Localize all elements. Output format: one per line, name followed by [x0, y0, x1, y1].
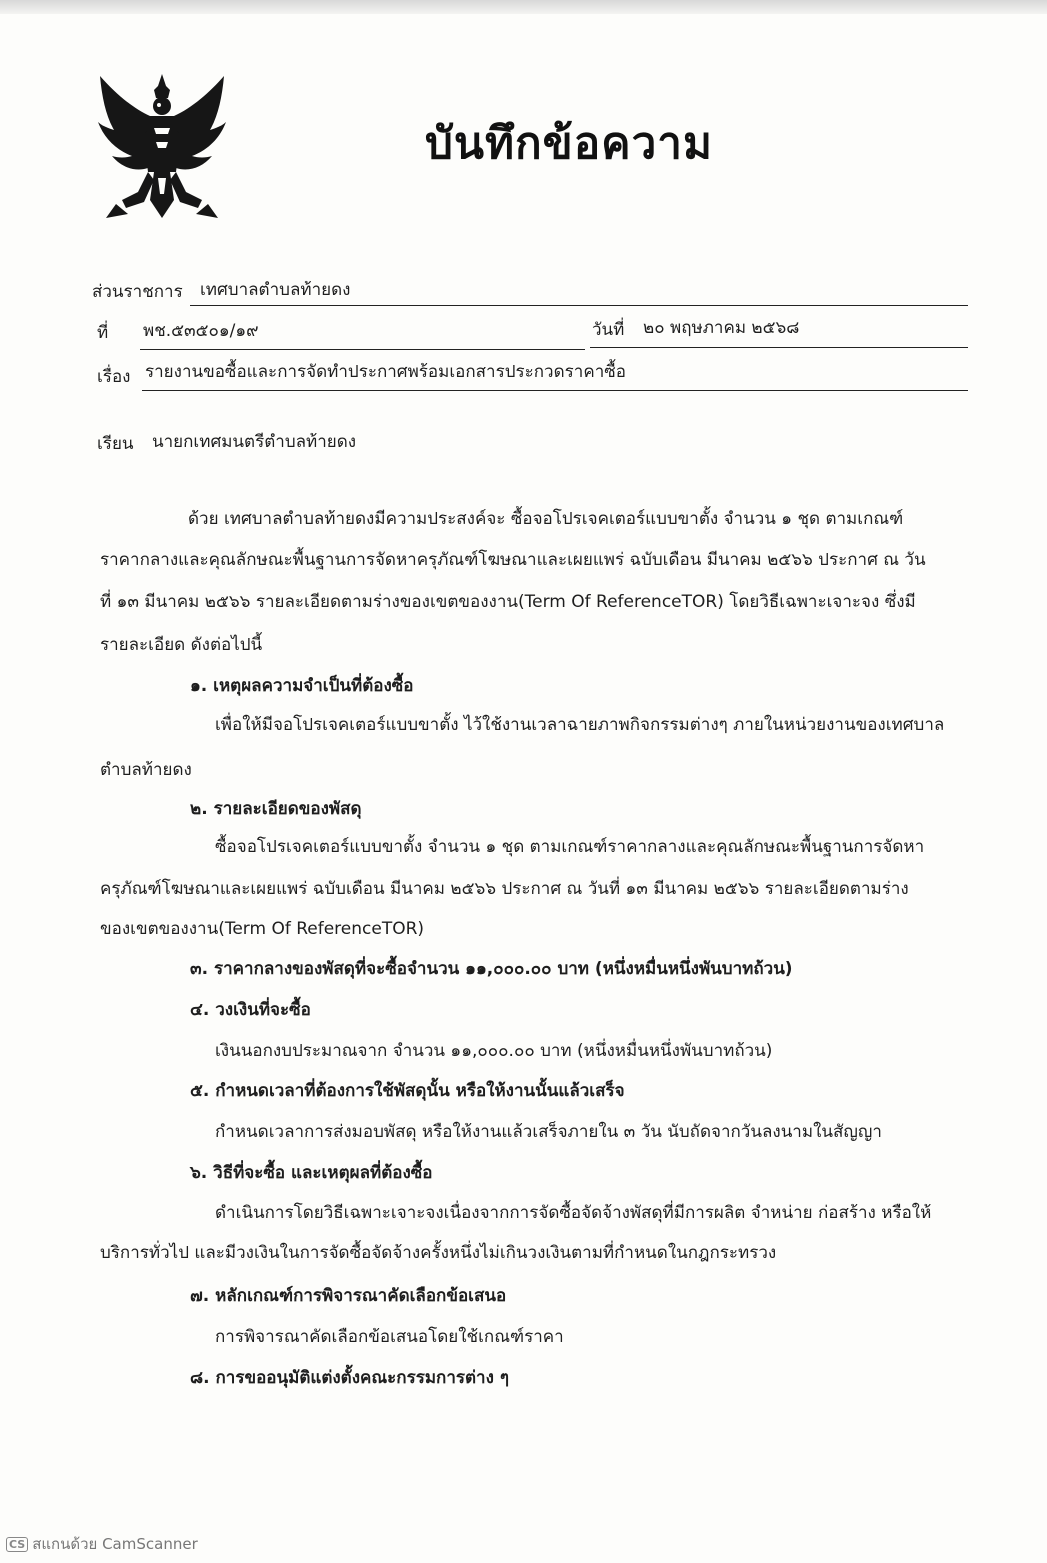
garuda-emblem-icon — [92, 68, 232, 224]
item-5-body-1: กำหนดเวลาการส่งมอบพัสดุ หรือให้งานแล้วเสร็จภายใน ๓ วัน นับถัดจากวันลงนามในสัญญา — [215, 1122, 882, 1142]
scan-top-edge — [0, 0, 1047, 14]
item-2-body-2: ครุภัณฑ์โฆษณาและเผยแพร่ ฉบับเดือน มีนาคม ๒๕๖๖ ประกาศ ณ วันที่ ๑๓ มีนาคม ๒๕๖๖ รายละเอียดตามร่าง — [100, 879, 909, 899]
item-8-heading: ๘. การขออนุมัติแต่งตั้งคณะกรรมการต่าง ๆ — [190, 1368, 509, 1388]
item-5-heading: ๕. กำหนดเวลาที่ต้องการใช้พัสดุนั้น หรือให้งานนั้นแล้วเสร็จ — [190, 1081, 625, 1101]
agency-underline — [190, 305, 968, 306]
subject-underline — [142, 390, 968, 391]
item-7-heading: ๗. หลักเกณฑ์การพิจารณาคัดเลือกข้อเสนอ — [190, 1286, 507, 1306]
item-4-heading: ๔. วงเงินที่จะซื้อ — [190, 1000, 311, 1020]
item-6-heading: ๖. วิธีที่จะซื้อ และเหตุผลที่ต้องซื้อ — [190, 1163, 433, 1183]
item-3-heading: ๓. ราคากลางของพัสดุที่จะซื้อจำนวน ๑๑,๐๐๐.๐๐ บาท (หนึ่งหมื่นหนึ่งพันบาทถ้วน) — [190, 959, 793, 979]
item-6-body-1: ดำเนินการโดยวิธีเฉพาะเจาะจงเนื่องจากการจัดซื้อจัดจ้างพัสดุที่มีการผลิต จำหน่าย ก่อสร้าง หรือให้ — [215, 1203, 932, 1223]
item-1-body-2: ตำบลท้ายดง — [100, 760, 192, 780]
item-2-body-3: ของเขตของงาน(Term Of ReferenceTOR) — [100, 919, 425, 939]
scanner-watermark-text: สแกนด้วย CamScanner — [32, 1535, 198, 1553]
intro-line-3: ที่ ๑๓ มีนาคม ๒๕๖๖ รายละเอียดตามร่างของเขตของงาน(Term Of ReferenceTOR) โดยวิธีเฉพาะเจาะจง ซึ่งมี — [100, 592, 916, 612]
to-label: เรียน — [97, 434, 134, 454]
item-1-body-1: เพื่อให้มีจอโปรเจคเตอร์แบบขาตั้ง ไว้ใช้งานเวลาฉายภาพกิจกรรมต่างๆ ภายในหน่วยงานของเทศบาล — [215, 715, 945, 735]
intro-line-1: ด้วย เทศบาลตำบลท้ายดงมีความประสงค์จะ ซื้อจอโปรเจคเตอร์แบบขาตั้ง จำนวน ๑ ชุด ตามเกณฑ์ — [188, 509, 904, 529]
item-1-heading: ๑. เหตุผลความจำเป็นที่ต้องซื้อ — [190, 676, 414, 696]
intro-line-4: รายละเอียด ดังต่อไปนี้ — [100, 635, 263, 655]
to-value: นายกเทศมนตรีตำบลท้ายดง — [152, 432, 357, 452]
subject-label: เรื่อง — [97, 367, 131, 387]
date-underline — [590, 347, 968, 348]
date-label: วันที่ — [592, 320, 625, 340]
agency-value: เทศบาลตำบลท้ายดง — [200, 280, 351, 300]
item-4-body-1: เงินนอกงบประมาณจาก จำนวน ๑๑,๐๐๐.๐๐ บาท (หนึ่งหมื่นหนึ่งพันบาทถ้วน) — [215, 1041, 773, 1061]
ref-underline — [140, 349, 585, 350]
item-2-heading: ๒. รายละเอียดของพัสดุ — [190, 799, 362, 819]
scanner-watermark — [6, 1532, 198, 1556]
subject-value: รายงานขอซื้อและการจัดทำประกาศพร้อมเอกสารประกวดราคาซื้อ — [145, 362, 626, 382]
date-value: ๒๐ พฤษภาคม ๒๕๖๘ — [643, 318, 800, 338]
camscanner-logo-icon: CS — [6, 1537, 28, 1552]
ref-label: ที่ — [97, 323, 109, 343]
item-6-body-2: บริการทั่วไป และมีวงเงินในการจัดซื้อจัดจ้างครั้งหนึ่งไม่เกินวงเงินตามที่กำหนดในกฎกระทรวง — [100, 1243, 777, 1263]
ref-value: พช.๕๓๕๐๑/๑๙ — [143, 321, 259, 341]
intro-line-2: ราคากลางและคุณลักษณะพื้นฐานการจัดหาครุภัณฑ์โฆษณาและเผยแพร่ ฉบับเดือน มีนาคม ๒๕๖๖ ประกาศ ณ วัน — [100, 550, 926, 570]
agency-label: ส่วนราชการ — [92, 282, 183, 302]
item-2-body-1: ซื้อจอโปรเจคเตอร์แบบขาตั้ง จำนวน ๑ ชุด ตามเกณฑ์ราคากลางและคุณลักษณะพื้นฐานการจัดหา — [215, 837, 925, 857]
document-title: บันทึกข้อความ — [425, 118, 714, 169]
item-7-body-1: การพิจารณาคัดเลือกข้อเสนอโดยใช้เกณฑ์ราคา — [215, 1327, 564, 1347]
